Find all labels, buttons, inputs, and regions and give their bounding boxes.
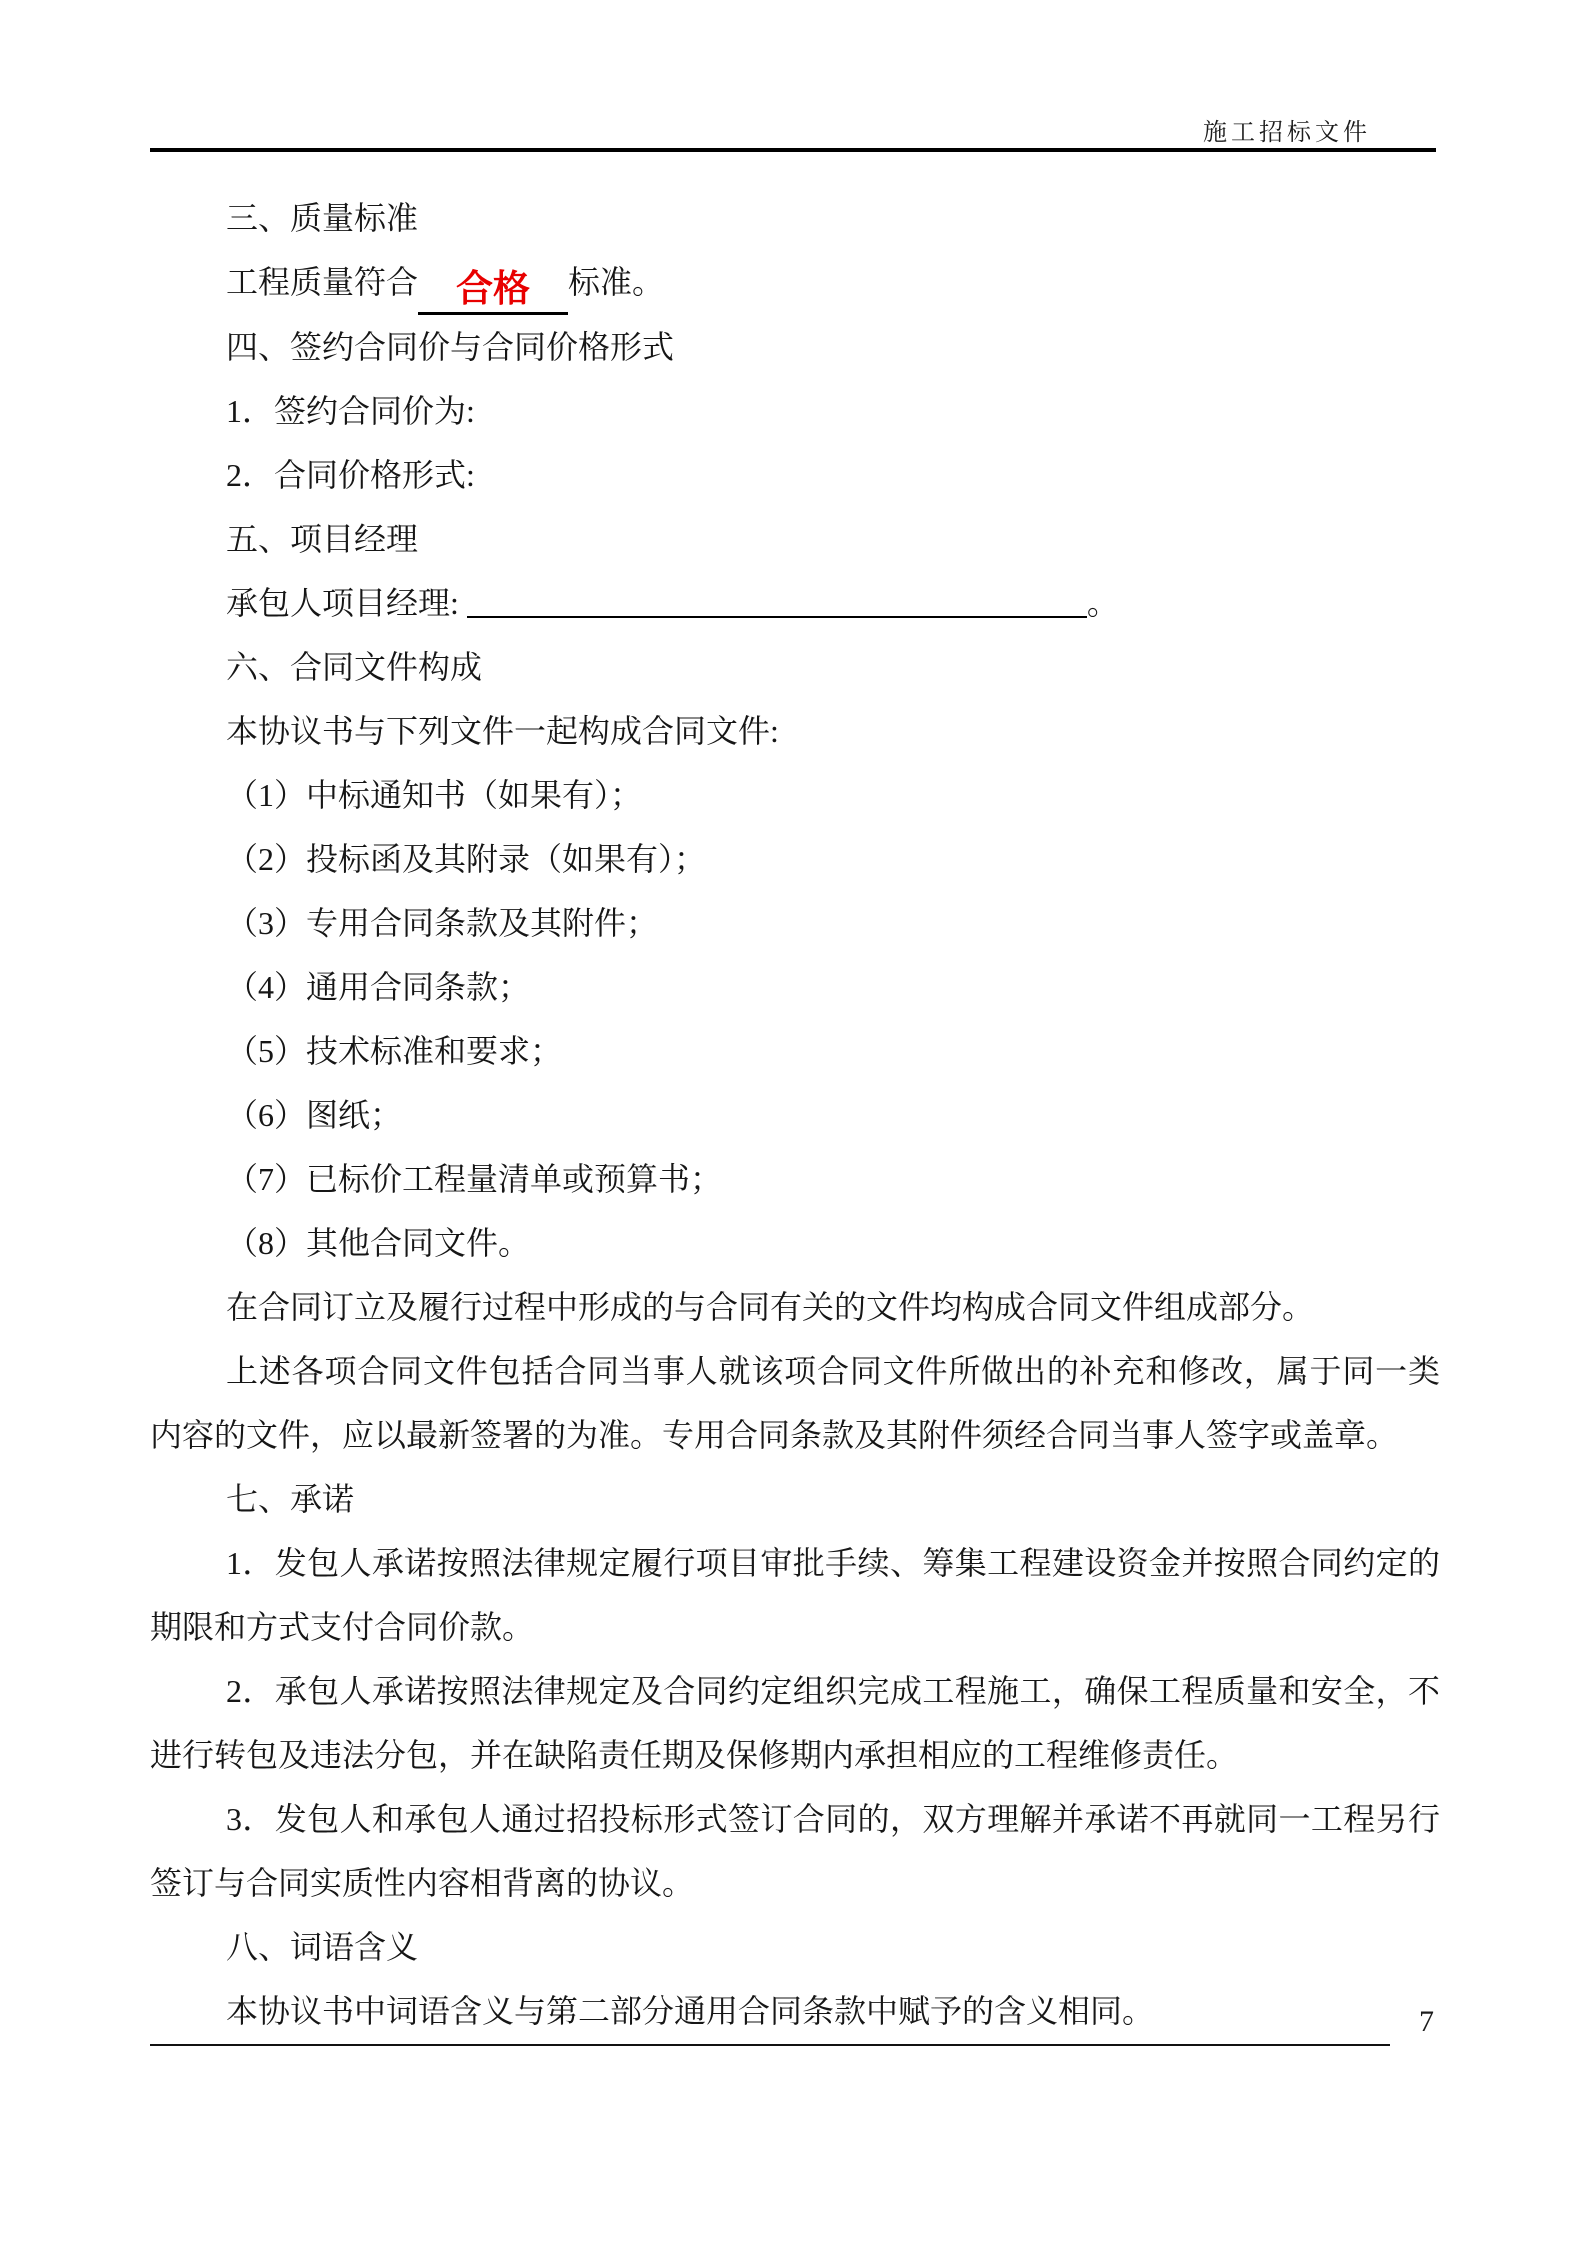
promise-item-2: 2．承包人承诺按照法律规定及合同约定组织完成工程施工，确保工程质量和安全，不进行转包及违法分包，并在缺陷责任期及保修期内承担相应的工程维修责任。 <box>150 1673 1440 1773</box>
section-heading-terms: 八、词语含义 <box>226 1929 419 1965</box>
list-item-7: （7）已标价工程量清单或预算书； <box>226 1161 723 1197</box>
documents-intro: 本协议书与下列文件一起构成合同文件: <box>226 713 779 749</box>
manager-blank <box>467 586 1087 618</box>
documents-note-2: 上述各项合同文件包括合同当事人就该项合同文件所做出的补充和修改，属于同一类内容的文件，应以最新签署的为准。专用合同条款及其附件须经合同当事人签字或盖章。 <box>150 1353 1440 1453</box>
manager-line-suffix: 。 <box>1086 585 1119 621</box>
quality-line-suffix: 标准。 <box>568 264 665 300</box>
promise-item-3: 3．发包人和承包人通过招投标形式签订合同的，双方理解并承诺不再就同一工程另行签订与合同实质性内容相背离的协议。 <box>150 1801 1440 1901</box>
section-heading-quality: 三、质量标准 <box>226 200 419 236</box>
list-item-3: （3）专用合同条款及其附件； <box>226 905 659 941</box>
terms-body: 本协议书中词语含义与第二部分通用合同条款中赋予的含义相同。 <box>226 1993 1155 2029</box>
section-heading-promise: 七、承诺 <box>226 1481 355 1517</box>
quality-blank <box>418 266 568 315</box>
quality-line-prefix: 工程质量符合 <box>226 264 419 300</box>
promise-item-1: 1．发包人承诺按照法律规定履行项目审批手续、筹集工程建设资金并按照合同约定的期限和方式支付合同价款。 <box>150 1545 1440 1645</box>
list-item-4: （4）通用合同条款； <box>226 969 531 1005</box>
list-item-5: （5）技术标准和要求； <box>226 1033 563 1069</box>
section-heading-price: 四、签约合同价与合同价格形式 <box>226 329 675 365</box>
documents-note-1: 在合同订立及履行过程中形成的与合同有关的文件均构成合同文件组成部分。 <box>226 1289 1315 1325</box>
section-heading-documents: 六、合同文件构成 <box>226 649 483 685</box>
document-body <box>150 186 1440 2043</box>
list-item-2: （2）投标函及其附录（如果有）； <box>226 841 707 877</box>
header-title: 施工招标文件 <box>1203 120 1371 146</box>
quality-standard-line <box>150 250 1440 315</box>
list-item-1: （1）中标通知书（如果有）； <box>226 777 643 813</box>
footer-rule <box>150 2044 1390 2046</box>
list-item-6: （6）图纸； <box>226 1097 403 1133</box>
manager-line-prefix: 承包人项目经理: <box>226 585 467 621</box>
price-item-1: 1．签约合同价为: <box>226 393 475 429</box>
quality-fill-value: 合格 <box>456 268 531 309</box>
list-item-8: （8）其他合同文件。 <box>226 1225 531 1261</box>
section-heading-manager: 五、项目经理 <box>226 521 419 557</box>
header-rule <box>150 148 1436 152</box>
manager-line <box>150 571 1440 635</box>
price-item-2: 2．合同价格形式: <box>226 457 475 493</box>
page-number: 7 <box>1419 2005 1434 2038</box>
